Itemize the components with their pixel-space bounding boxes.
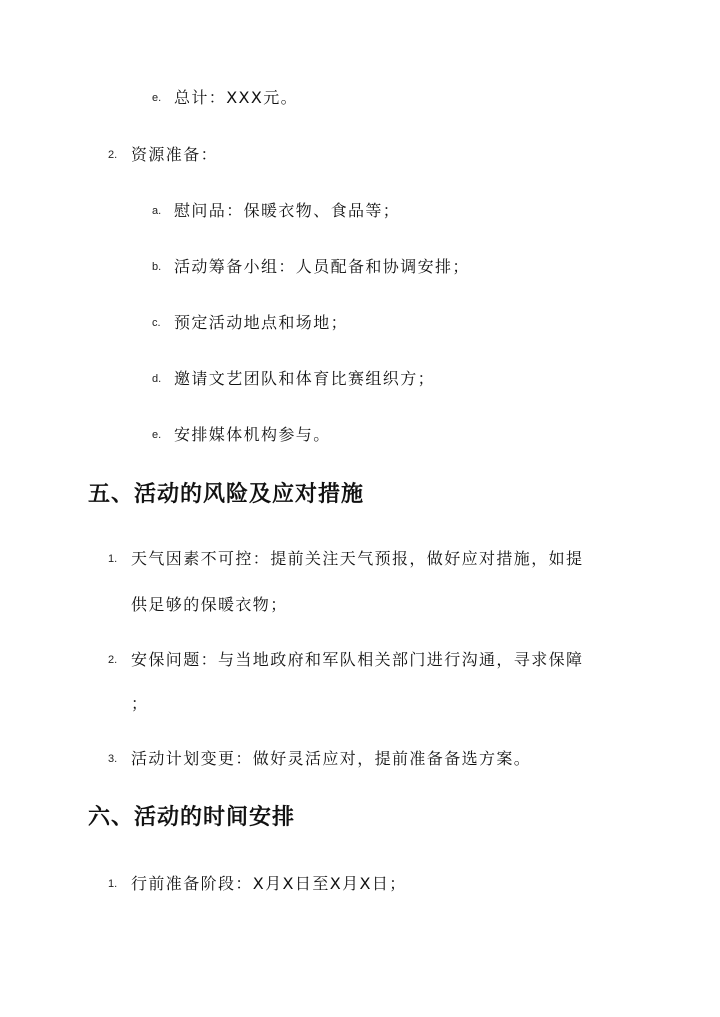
resource-item: 慰问品：保暖衣物、食品等； (174, 201, 401, 220)
list-marker-2: 2. (108, 149, 118, 161)
section-heading-risks: 五、活动的风险及应对措施 (88, 481, 365, 507)
risk-item-line: ； (131, 694, 149, 713)
list-marker-1: 1. (108, 553, 118, 565)
schedule-item-line: 行前准备阶段：X月X日至X月X日； (131, 874, 407, 893)
resource-item: 预定活动地点和场地； (174, 313, 349, 332)
list-marker-3: 3. (108, 753, 118, 765)
list-marker-e: e. (152, 92, 162, 104)
budget-total-text: 总计：XXX元。 (174, 88, 299, 107)
resource-item: 邀请文艺团队和体育比赛组织方； (174, 369, 436, 388)
risk-item-line: 供足够的保暖衣物； (131, 595, 288, 614)
risk-item-line: 天气因素不可控：提前关注天气预报，做好应对措施，如提 (131, 549, 584, 568)
list-marker-d: d. (152, 373, 162, 385)
list-marker-c: c. (152, 317, 161, 329)
list-marker-b: b. (152, 261, 162, 273)
list-marker-2: 2. (108, 654, 118, 666)
list-marker-1: 1. (108, 878, 118, 890)
resources-title: 资源准备： (131, 145, 219, 164)
list-marker-a: a. (152, 205, 162, 217)
section-heading-schedule: 六、活动的时间安排 (88, 804, 296, 830)
resource-item: 安排媒体机构参与。 (174, 425, 331, 444)
list-marker-e: e. (152, 429, 162, 441)
resource-item: 活动筹备小组：人员配备和协调安排； (174, 257, 470, 276)
risk-item-line: 安保问题：与当地政府和军队相关部门进行沟通，寻求保障 (131, 650, 584, 669)
risk-item-line: 活动计划变更：做好灵活应对，提前准备备选方案。 (131, 749, 532, 768)
